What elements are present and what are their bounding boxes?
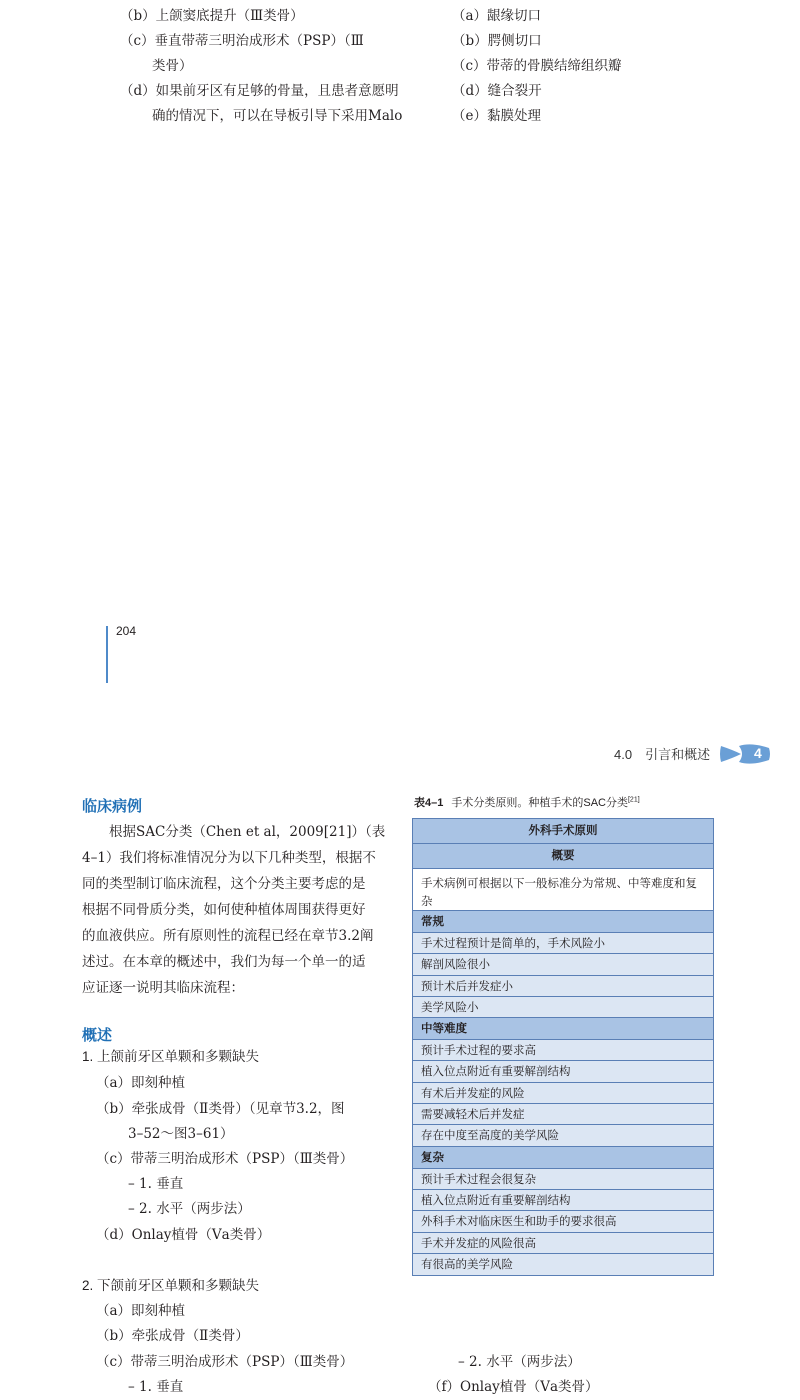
overview-item: （b）牵张成骨（Ⅱ类骨） [96, 1328, 249, 1344]
table-header: 外科手术原则 [413, 819, 713, 844]
overview-subitem-right: – 2. 水平（两步法） [458, 1354, 581, 1370]
overview-item: （a）即刻种植 [96, 1303, 186, 1319]
table-caption [414, 794, 640, 810]
table-row: 预计手术过程的要求高 [413, 1040, 713, 1061]
top-left-item-c: （c）垂直带蒂三明治成形术（PSP）（Ⅲ [120, 33, 364, 49]
top-right-item-e: （e）黏膜处理 [452, 108, 541, 124]
top-left-item-b: （b）上颌窦底提升（Ⅲ类骨） [120, 8, 304, 24]
top-right-item-b: （b）腭侧切口 [452, 33, 542, 49]
overview-subitem: – 1. 垂直 [128, 1379, 184, 1395]
table-row: 预计手术过程会很复杂 [413, 1169, 713, 1190]
overview-item: （d）Onlay植骨（Ⅴa类骨） [96, 1227, 271, 1243]
top-right-item-d: （d）缝合裂开 [452, 83, 542, 99]
table-row: 预计术后并发症小 [413, 976, 713, 997]
overview-item: 3–52～图3–61） [128, 1126, 234, 1142]
table-row: 需要减轻术后并发症 [413, 1104, 713, 1125]
top-right-item-c: （c）带蒂的骨膜结缔组织瓣 [452, 58, 622, 74]
table-row: 存在中度至高度的美学风险 [413, 1125, 713, 1146]
sac-table [412, 818, 714, 1276]
table-category-straightforward: 常规 [413, 911, 713, 933]
table-row: 美学风险小 [413, 997, 713, 1018]
table-subheader: 概要 [413, 844, 713, 869]
table-category-complex: 复杂 [413, 1147, 713, 1169]
table-caption-ref: [21] [627, 796, 640, 804]
table-row: 手术并发症的风险很高 [413, 1233, 713, 1254]
table-row: 植入位点附近有重要解剖结构 [413, 1190, 713, 1211]
paragraph-line: 同的类型制订临床流程，这个分类主要考虑的是 [82, 876, 366, 892]
top-left-item-c-cont: 类骨） [152, 58, 193, 74]
overview-item: （c）带蒂三明治成形术（PSP）（Ⅲ类骨） [96, 1151, 354, 1167]
page-number: 204 [116, 624, 137, 638]
overview-section-2-title: 2. 下颌前牙区单颗和多颗缺失 [82, 1278, 260, 1293]
table-row: 植入位点附近有重要解剖结构 [413, 1061, 713, 1082]
paragraph-line: 4–1）我们将标准情况分为以下几种类型，根据不 [82, 850, 376, 866]
clinical-paragraph [82, 819, 386, 1001]
paragraph-line: 根据不同骨质分类，如何使种植体周围获得更好 [82, 902, 366, 918]
table-row: 手术过程预计是简单的，手术风险小 [413, 933, 713, 954]
overview-subitem: – 2. 水平（两步法） [128, 1201, 251, 1217]
paragraph-line: 述过。在本章的概述中，我们为每一个单一的适 [82, 954, 366, 970]
table-category-advanced: 中等难度 [413, 1018, 713, 1040]
table-row: 解剖风险很小 [413, 954, 713, 975]
page-number-rule [106, 626, 108, 683]
paragraph-line: 根据SAC分类（Chen et al，2009[21]）（表 [82, 824, 386, 840]
table-row: 有很高的美学风险 [413, 1254, 713, 1275]
table-row: 外科手术对临床医生和助手的要求很高 [413, 1211, 713, 1232]
paragraph-line: 应证逐一说明其临床流程： [82, 980, 244, 996]
overview-item: （b）牵张成骨（Ⅱ类骨）（见章节3.2，图 [96, 1101, 345, 1117]
chapter-number: 4 [754, 745, 762, 761]
running-header: 4.0 引言和概述 [614, 747, 711, 762]
table-caption-text: 手术分类原则。种植手术的SAC分类 [451, 797, 628, 809]
overview-item-right: （f）Onlay植骨（Ⅴa类骨） [428, 1379, 599, 1395]
overview-subitem: – 1. 垂直 [128, 1176, 184, 1192]
section-heading-clinical: 临床病例 [82, 798, 143, 815]
top-left-item-d-cont: 确的情况下，可以在导板引导下采用Malo [152, 108, 403, 124]
table-description: 手术病例可根据以下一般标准分为常规、中等难度和复杂 [413, 869, 713, 911]
overview-item: （c）带蒂三明治成形术（PSP）（Ⅲ类骨） [96, 1354, 354, 1370]
overview-section-1-title: 1. 上颌前牙区单颗和多颗缺失 [82, 1049, 260, 1064]
top-right-item-a: （a）龈缘切口 [452, 8, 542, 24]
table-row: 有术后并发症的风险 [413, 1083, 713, 1104]
table-caption-label: 表4–1 [414, 797, 444, 809]
overview-item: （a）即刻种植 [96, 1075, 186, 1091]
top-left-item-d: （d）如果前牙区有足够的骨量，且患者意愿明 [120, 83, 399, 99]
chapter-badge [719, 742, 771, 766]
section-heading-overview: 概述 [82, 1027, 113, 1044]
paragraph-line: 的血液供应。所有原则性的流程已经在章节3.2阐 [82, 928, 374, 944]
